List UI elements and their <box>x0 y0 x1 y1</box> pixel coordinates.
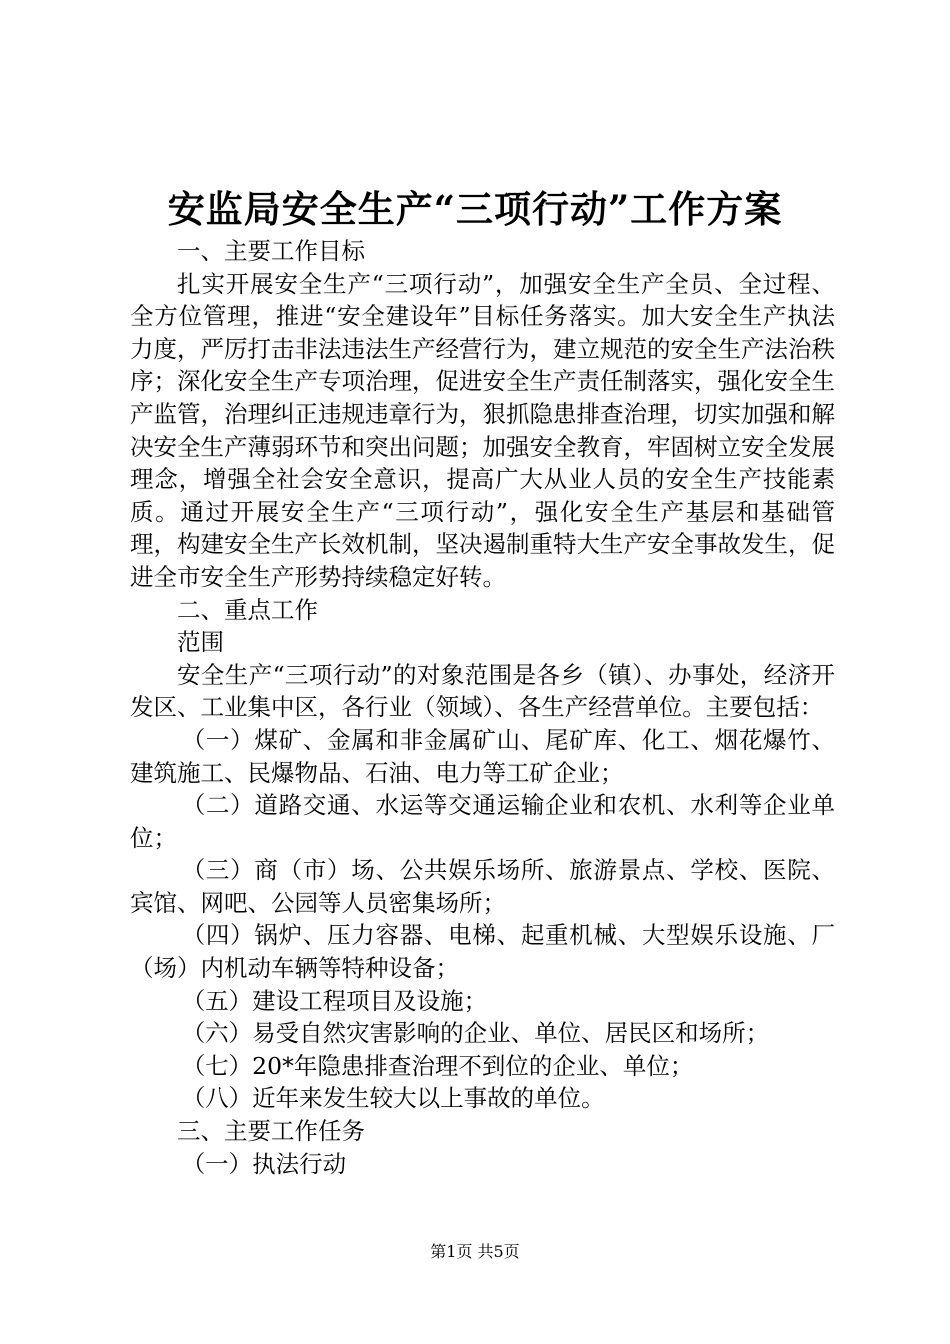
document-body <box>130 235 835 1180</box>
list-item-8: （八）近年来发生较大以上事故的单位。 <box>181 1084 605 1113</box>
paragraph-scope: 安全生产“三项行动”的对象范围是各乡（镇）、办事处，经济开发区、工业集中区，各行业（领域）、各生产经营单位。主要包括： <box>130 660 835 722</box>
section-heading-2: 二、重点工作 <box>177 595 318 624</box>
list-item-7: （七）20*年隐患排查治理不到位的企业、单位； <box>181 1051 694 1080</box>
list-item-4: （四）锅炉、压力容器、电梯、起重机械、大型娱乐设施、厂（场）内机动车辆等特种设备； <box>130 921 835 983</box>
section-heading-1: 一、主要工作目标 <box>177 237 365 265</box>
subheading-enforcement: （一）执法行动 <box>181 1149 347 1178</box>
page-footer: 第1页 共5页 <box>430 1242 520 1261</box>
list-item-5: （五）建设工程项目及设施； <box>181 986 488 1015</box>
document-title: 安监局安全生产“三项行动”工作方案 <box>167 187 783 231</box>
subheading-scope: 范围 <box>177 628 224 657</box>
list-item-3: （三）商（市）场、公共娱乐场所、旅游景点、学校、医院、宾馆、网吧、公园等人员密集场所； <box>130 856 835 917</box>
section-heading-3: 三、主要工作任务 <box>177 1117 365 1146</box>
paragraph-goals: 扎实开展安全生产“三项行动”，加强安全生产全员、全过程、全方位管理，推进“安全建设年”目标任务落实。加大安全生产执法力度，严厉打击非法违法生产经营行为，建立规范的安全生产法治秩序；深化安全生产专项治理，促进安全生产责任制落实，强化安全生产监管，治理纠正违规违章行为，狠抓隐患排查治理，切实加强和解决安全生产薄弱环节和突出问题；加强安全教育，牢固树立安全发展理念，增强全社会安全意识，提高广大从业人员的安全生产技能素质。通过开展安全生产“三项行动”，强化安全生产基层和基础管理，构建安全生产长效机制，坚决遏制重特大生产安全事故发生，促进全市安全生产形势持续稳定好转。 <box>130 269 835 591</box>
list-item-1: （一）煤矿、金属和非金属矿山、尾矿库、化工、烟花爆竹、建筑施工、民爆物品、石油、电力等工矿企业； <box>130 725 835 787</box>
list-item-2: （二）道路交通、水运等交通运输企业和农机、水利等企业单位； <box>130 791 835 852</box>
list-item-6: （六）易受自然灾害影响的企业、单位、居民区和场所； <box>181 1019 770 1048</box>
